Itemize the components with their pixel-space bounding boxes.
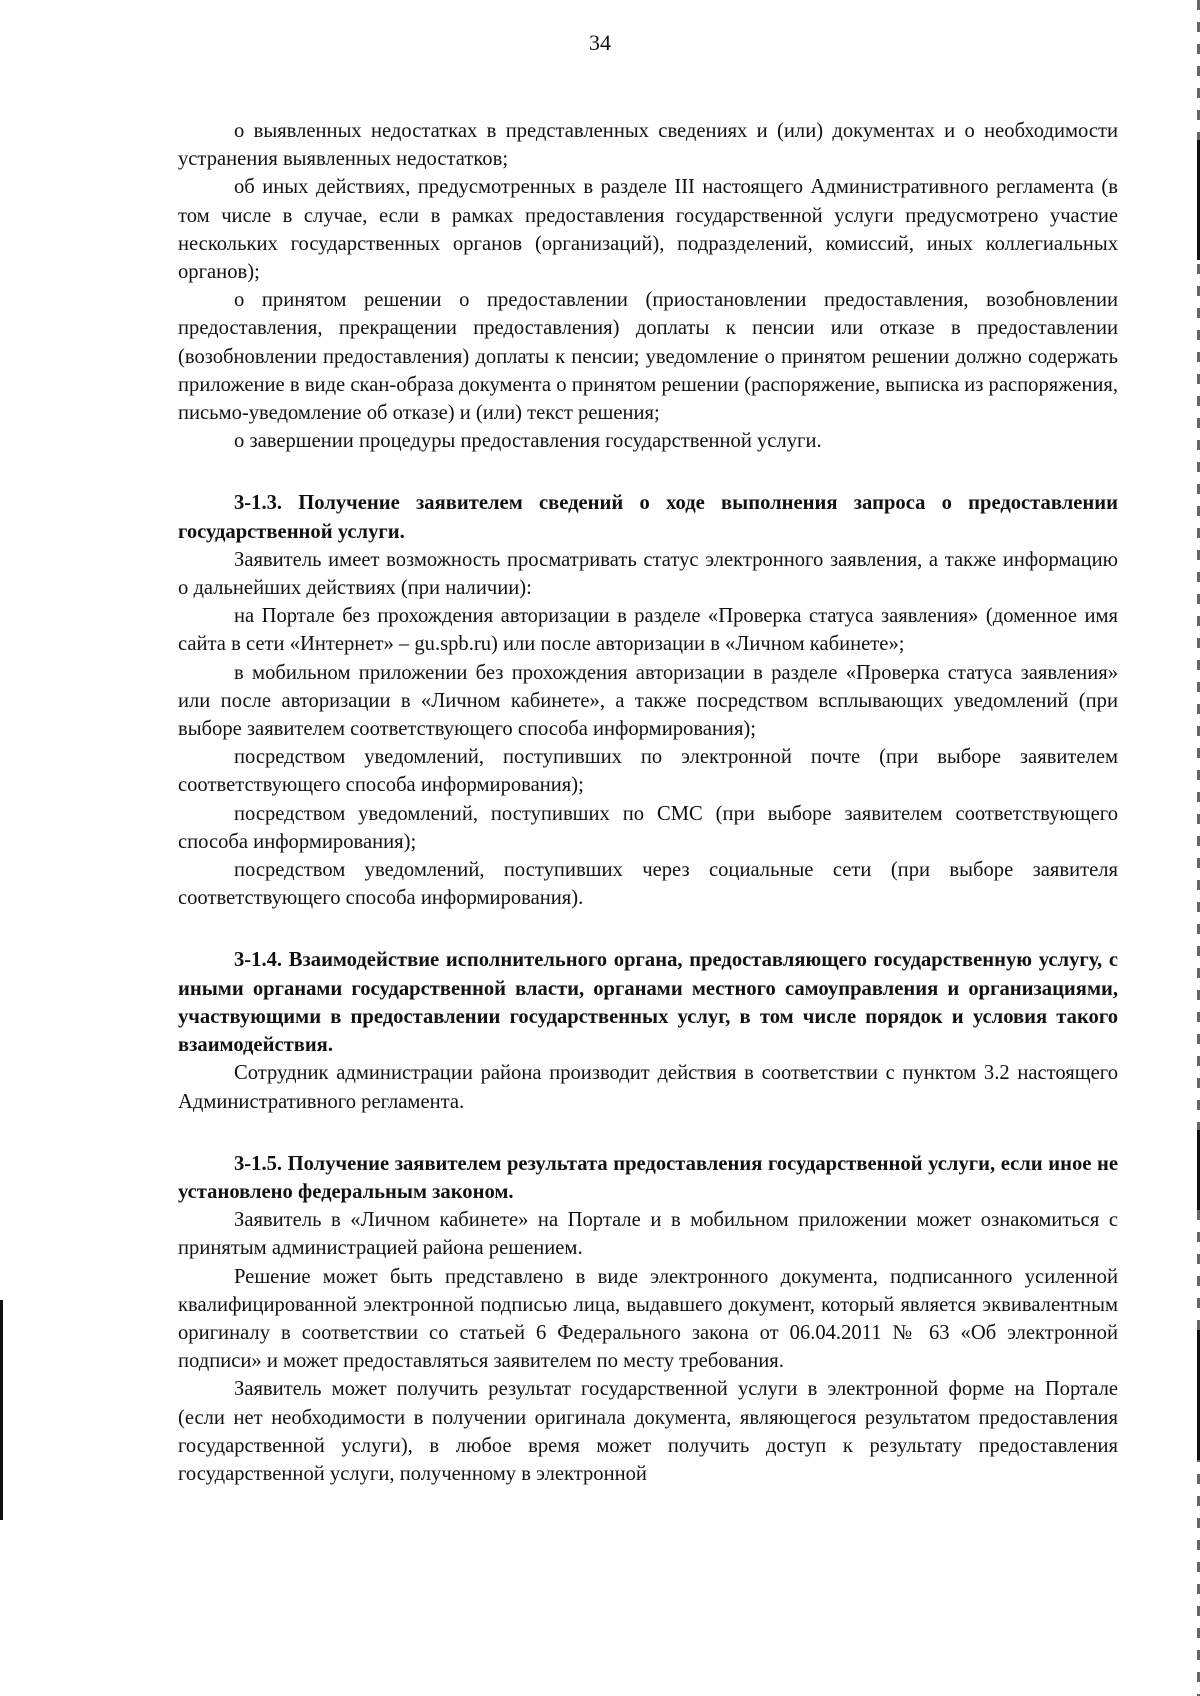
paragraph: о принятом решении о предоставлении (приостановлении предоставления, возобновлении предоставления, прекращении предоставления) доплаты к пенсии или отказе в предоставлении (возобновлении предоставления) доплаты к пенсии; уведомление о принятом решении должно содержать приложение в виде скан-образа документа о принятом решении (распоряжение, выписка из распоряжения, письмо-уведомление об отказе) и (или) текст решения; — [178, 289, 1118, 425]
paragraph: посредством уведомлений, поступивших по СМС (при выборе заявителем соответствующего способа информирования); — [178, 802, 1118, 853]
paragraph: Заявитель в «Личном кабинете» на Портале и в мобильном приложении может ознакомиться с принятым администрацией района решением. — [178, 1209, 1118, 1260]
scan-bar-artifact — [0, 1300, 3, 1520]
paragraph: Сотрудник администрации района производит действия в соответствии с пунктом 3.2 настоящего Административного регламента. — [178, 1062, 1118, 1113]
paragraph: в мобильном приложении без прохождения авторизации в разделе «Проверка статуса заявления» или после авторизации в «Личном кабинете», а также посредством всплывающих уведомлений (при выборе заявителем соответствующего способа информирования); — [178, 661, 1118, 741]
paragraph: посредством уведомлений, поступивших через социальные сети (при выборе заявителя соответствующего способа информирования). — [178, 859, 1118, 910]
section-heading-3-1-5: 3-1.5. Получение заявителем результата предоставления государственной услуги, если иное не установлено федеральным законом. — [178, 1152, 1118, 1203]
paragraph: на Портале без прохождения авторизации в разделе «Проверка статуса заявления» (доменное имя сайта в сети «Интернет» – gu.spb.ru) или после авторизации в «Личном кабинете»; — [178, 605, 1118, 656]
paragraph: Заявитель имеет возможность просматривать статус электронного заявления, а также информацию о дальнейших действиях (при наличии): — [178, 548, 1118, 600]
paragraph: о выявленных недостатках в представленных сведениях и (или) документах и о необходимости устранения выявленных недостатков; — [178, 120, 1118, 171]
paragraph: о завершении процедуры предоставления государственной услуги. — [234, 430, 822, 453]
paragraph: об иных действиях, предусмотренных в разделе III настоящего Административного регламента (в том числе в случае, если в рамках предоставления государственной услуги предусмотрено участие нескольких государственных органов (организаций), подразделений, комиссий, иных коллегиальных органов); — [178, 176, 1118, 284]
section-heading-3-1-4: 3-1.4. Взаимодействие исполнительного органа, предоставляющего государственную услугу, с иными органами государственной власти, органами местного самоуправления и организациями, участвующими в предоставлении государственных услуг, в том числе порядок и условия такого взаимодействия. — [178, 949, 1118, 1057]
document-body — [178, 117, 1118, 1488]
section-heading-3-1-3: 3-1.3. Получение заявителем сведений о ходе выполнения запроса о предоставлении государственной услуги. — [178, 492, 1118, 543]
paragraph: посредством уведомлений, поступивших по электронной почте (при выборе заявителем соответствующего способа информирования); — [178, 746, 1118, 797]
paragraph: Заявитель может получить результат государственной услуги в электронной форме на Портале (если нет необходимости в получении оригинала документа, являющегося результатом предоставления государственной услуги), в любое время может получить доступ к результату предоставления государственной услуги, полученному в электронной — [178, 1378, 1118, 1485]
paragraph: Решение может быть представлено в виде электронного документа, подписанного усиленной квалифицированной электронной подписью лица, выдавшего документ, который является эквивалентным оригиналу в соответствии со статьей 6 Федерального закона от 06.04.2011 № 63 «Об электронной подписи» и может предоставляться заявителем по месту требования. — [178, 1265, 1118, 1373]
page-number: 34 — [589, 30, 611, 55]
